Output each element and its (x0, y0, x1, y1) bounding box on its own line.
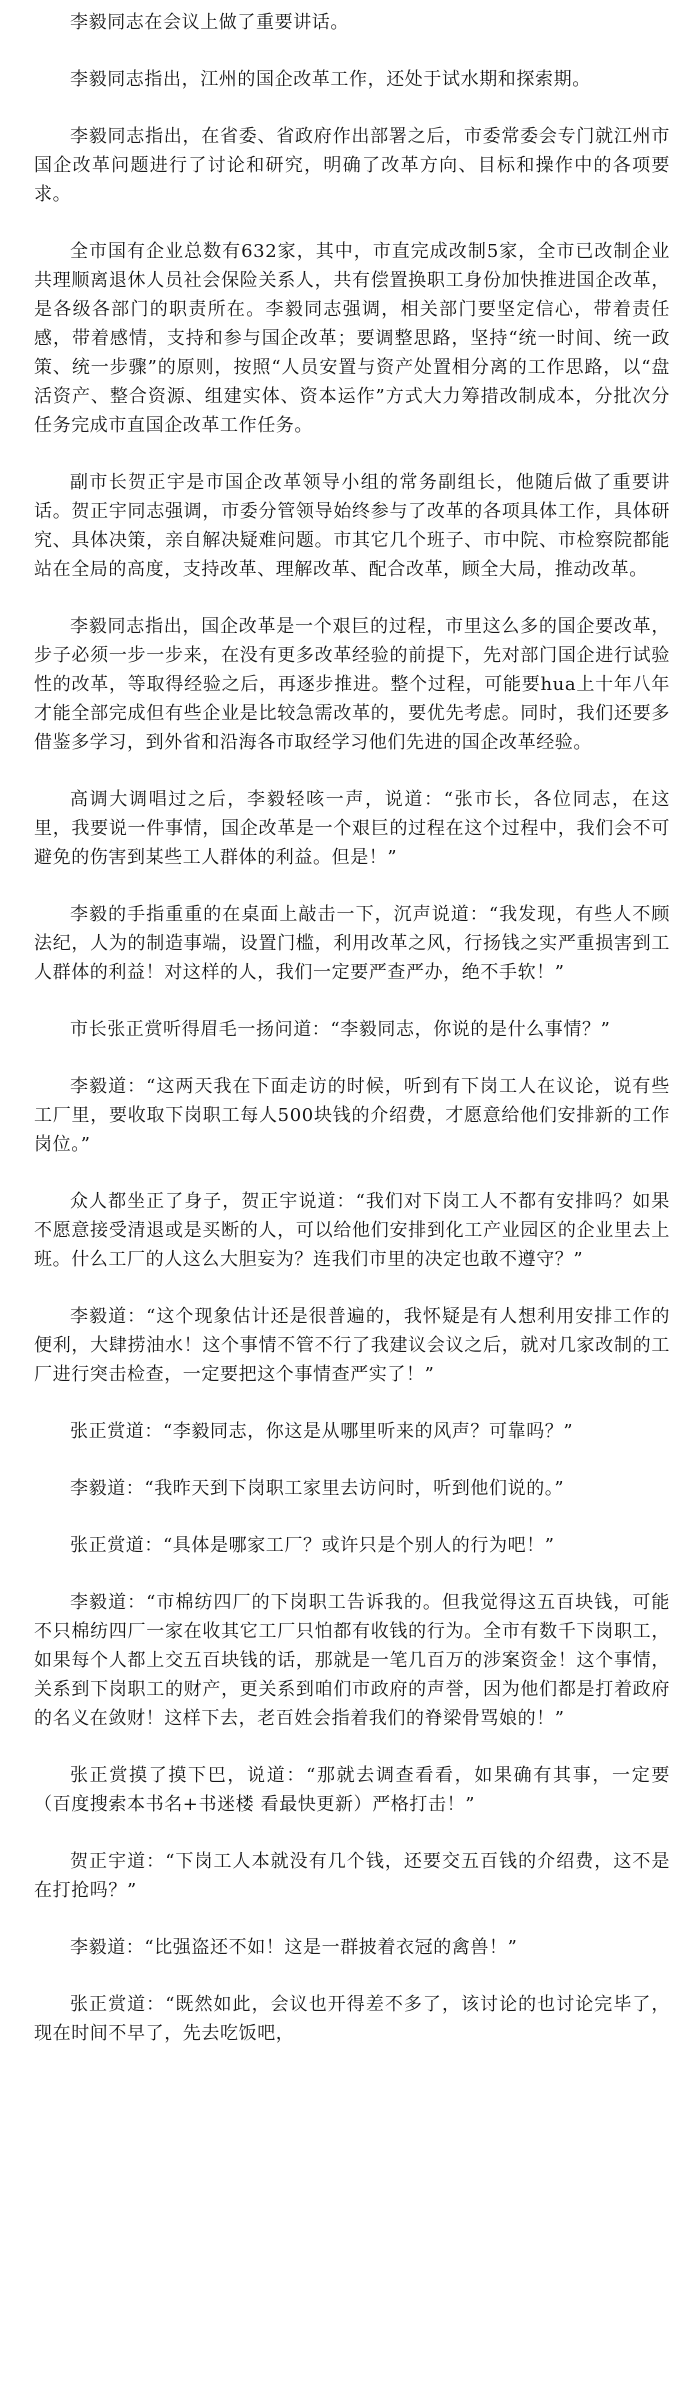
paragraph: 市长张正赏听得眉毛一扬问道：“李毅同志，你说的是什么事情？” (70, 1019, 611, 1040)
paragraph: 李毅道：“这个现象估计还是很普遍的，我怀疑是有人想利用安排工作的便利，大肆捞油水！这个事情不管不行了我建议会议之后，就对几家改制的工厂进行突击检查，一定要把这个事情查严实了！” (34, 1306, 670, 1385)
paragraph: 李毅同志指出，江州的国企改革工作，还处于试水期和探索期。 (70, 69, 591, 90)
paragraph: 全市国有企业总数有632家，其中，市直完成改制5家，全市已改制企业共理顺离退休人员社会保险关系人，共有偿置换职工身份加快推进国企改革，是各级各部门的职责所在。李毅同志强调，相关部门要坚定信心，带着责任感，带着感情，支持和参与国企改革；要调整思路，坚持“统一时间、统一政策、统一步骤”的原则，按照“人员安置与资产处置相分离的工作思路，以“盘活资产、整合资源、组建实体、资本运作”方式大力筹措改制成本，分批次分任务完成市直国企改革工作任务。 (34, 241, 670, 436)
paragraph: 李毅道：“比强盗还不如！这是一群披着衣冠的禽兽！” (70, 1937, 518, 1958)
paragraph: 李毅道：“市棉纺四厂的下岗职工告诉我的。但我觉得这五百块钱，可能不只棉纺四厂一家在收其它工厂只怕都有收钱的行为。全市有数千下岗职工，如果每个人都上交五百块钱的话，那就是一笔几百万的涉案资金！这个事情，关系到下岗职工的财产，更关系到咱们市政府的声誉，因为他们都是打着政府的名义在敛财！这样下去，老百姓会指着我们的脊梁骨骂娘的！” (34, 1592, 670, 1729)
paragraph: 李毅道：“我昨天到下岗职工家里去访问时，听到他们说的。” (70, 1478, 565, 1499)
paragraph: 李毅的手指重重的在桌面上敲击一下，沉声说道：“我发现，有些人不顾法纪，人为的制造事端，设置门槛，利用改革之风，行扬钱之实严重损害到工人群体的利益！对这样的人，我们一定要严查严办，绝不手软！” (34, 904, 670, 983)
paragraph: 张正赏道：“具体是哪家工厂？或许只是个别人的行为吧！” (70, 1535, 555, 1556)
paragraph: 李毅同志在会议上做了重要讲话。 (70, 12, 349, 33)
paragraph: 高调大调唱过之后，李毅轻咳一声，说道：“张市长，各位同志，在这里，我要说一件事情，国企改革是一个艰巨的过程在这个过程中，我们会不可避免的伤害到某些工人群体的利益。但是！” (34, 789, 670, 868)
paragraph: 张正赏道：“李毅同志，你这是从哪里听来的风声？可靠吗？” (70, 1421, 574, 1442)
paragraph: 张正赏道：“既然如此，会议也开得差不多了，该讨论的也讨论完毕了，现在时间不早了，先去吃饭吧， (34, 1994, 670, 2044)
paragraph: 副市长贺正宇是市国企改革领导小组的常务副组长，他随后做了重要讲话。贺正宇同志强调，市委分管领导始终参与了改革的各项具体工作，具体研究、具体决策，亲自解决疑难问题。市其它几个班子、市中院、市检察院都能站在全局的高度，支持改革、理解改革、配合改革，顾全大局，推动改革。 (34, 472, 670, 580)
paragraph: 李毅同志指出，在省委、省政府作出部署之后，市委常委会专门就江州市国企改革问题进行了讨论和研究，明确了改革方向、目标和操作中的各项要求。 (34, 126, 670, 205)
paragraph: 李毅道：“这两天我在下面走访的时候，听到有下岗工人在议论，说有些工厂里，要收取下岗职工每人500块钱的介绍费，才愿意给他们安排新的工作岗位。” (34, 1076, 670, 1155)
paragraph: 众人都坐正了身子，贺正宇说道：“我们对下岗工人不都有安排吗？如果不愿意接受清退或是买断的人，可以给他们安排到化工产业园区的企业里去上班。什么工厂的人这么大胆妄为？连我们市里的决定也敢不遵守？” (34, 1191, 670, 1270)
paragraph: 张正赏摸了摸下巴，说道：“那就去调查看看，如果确有其事，一定要（百度搜索本书名+书迷楼 看最快更新）严格打击！” (34, 1765, 670, 1815)
paragraph: 贺正宇道：“下岗工人本就没有几个钱，还要交五百钱的介绍费，这不是在打抢吗？” (34, 1851, 670, 1901)
paragraph: 李毅同志指出，国企改革是一个艰巨的过程，市里这么多的国企要改革，步子必须一步一步来，在没有更多改革经验的前提下，先对部门国企进行试验性的改革，等取得经验之后，再逐步推进。整个过程，可能要hua上十年八年才能全部完成但有些企业是比较急需改革的，要优先考虑。同时，我们还要多借鉴多学习，到外省和沿海各市取经学习他们先进的国企改革经验。 (34, 616, 670, 753)
